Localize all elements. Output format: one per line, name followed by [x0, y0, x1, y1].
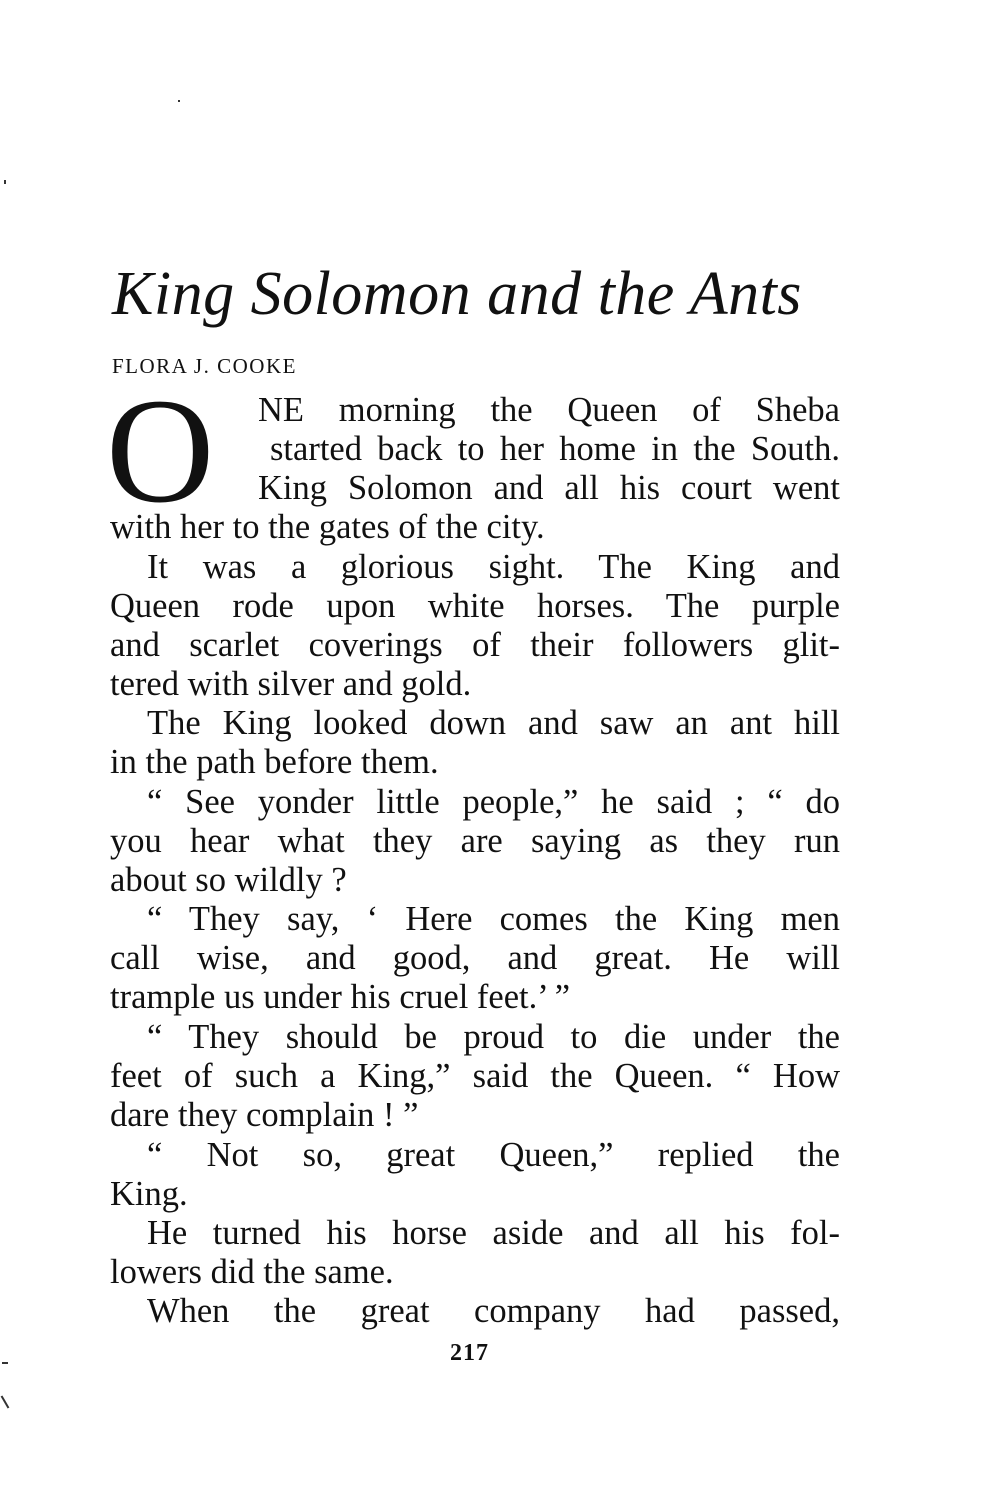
text-line: The King looked down and saw an ant hill: [147, 704, 840, 742]
text-line: lowers did the same.: [110, 1253, 394, 1291]
text-line: started back to her home in the South.: [270, 430, 840, 468]
text-line: He turned his horse aside and all his fol-: [147, 1214, 840, 1252]
text-line: call wise, and good, and great. He will: [110, 939, 840, 977]
text-line: trample us under his cruel feet.’ ”: [110, 978, 571, 1016]
text-line: Queen rode upon white horses. The purple: [110, 587, 840, 625]
drop-cap: O: [106, 368, 215, 534]
text-line: “ They should be proud to die under the: [147, 1018, 840, 1056]
scan-speck: [4, 180, 6, 184]
text-line: “ See yonder little people,” he said ; “ do: [147, 783, 840, 821]
text-line: feet of such a King,” said the Queen. “ How: [110, 1057, 840, 1095]
story-title: King Solomon and the Ants: [112, 260, 802, 328]
scan-speck: [1, 1395, 10, 1408]
text-line: NE morning the Queen of Sheba: [258, 391, 840, 429]
text-line: It was a glorious sight. The King and: [147, 548, 840, 586]
text-line: about so wildly ?: [110, 861, 347, 899]
author-name: FLORA J. COOKE: [112, 354, 297, 378]
page-number: 217: [450, 1340, 489, 1366]
text-line: with her to the gates of the city.: [110, 508, 545, 546]
scan-speck: [2, 1362, 8, 1364]
text-line: and scarlet coverings of their followers glit-: [110, 626, 840, 664]
text-line: you hear what they are saying as they run: [110, 822, 840, 860]
text-line: “ They say, ‘ Here comes the King men: [147, 900, 840, 938]
text-line: in the path before them.: [110, 743, 439, 781]
text-line: “ Not so, great Queen,” replied the: [147, 1136, 840, 1174]
text-line: King.: [110, 1175, 188, 1213]
text-line: When the great company had passed,: [147, 1292, 840, 1330]
text-line: dare they complain ! ”: [110, 1096, 419, 1134]
scan-speck: [178, 100, 180, 102]
text-line: King Solomon and all his court went: [258, 469, 840, 507]
text-line: tered with silver and gold.: [110, 665, 472, 703]
